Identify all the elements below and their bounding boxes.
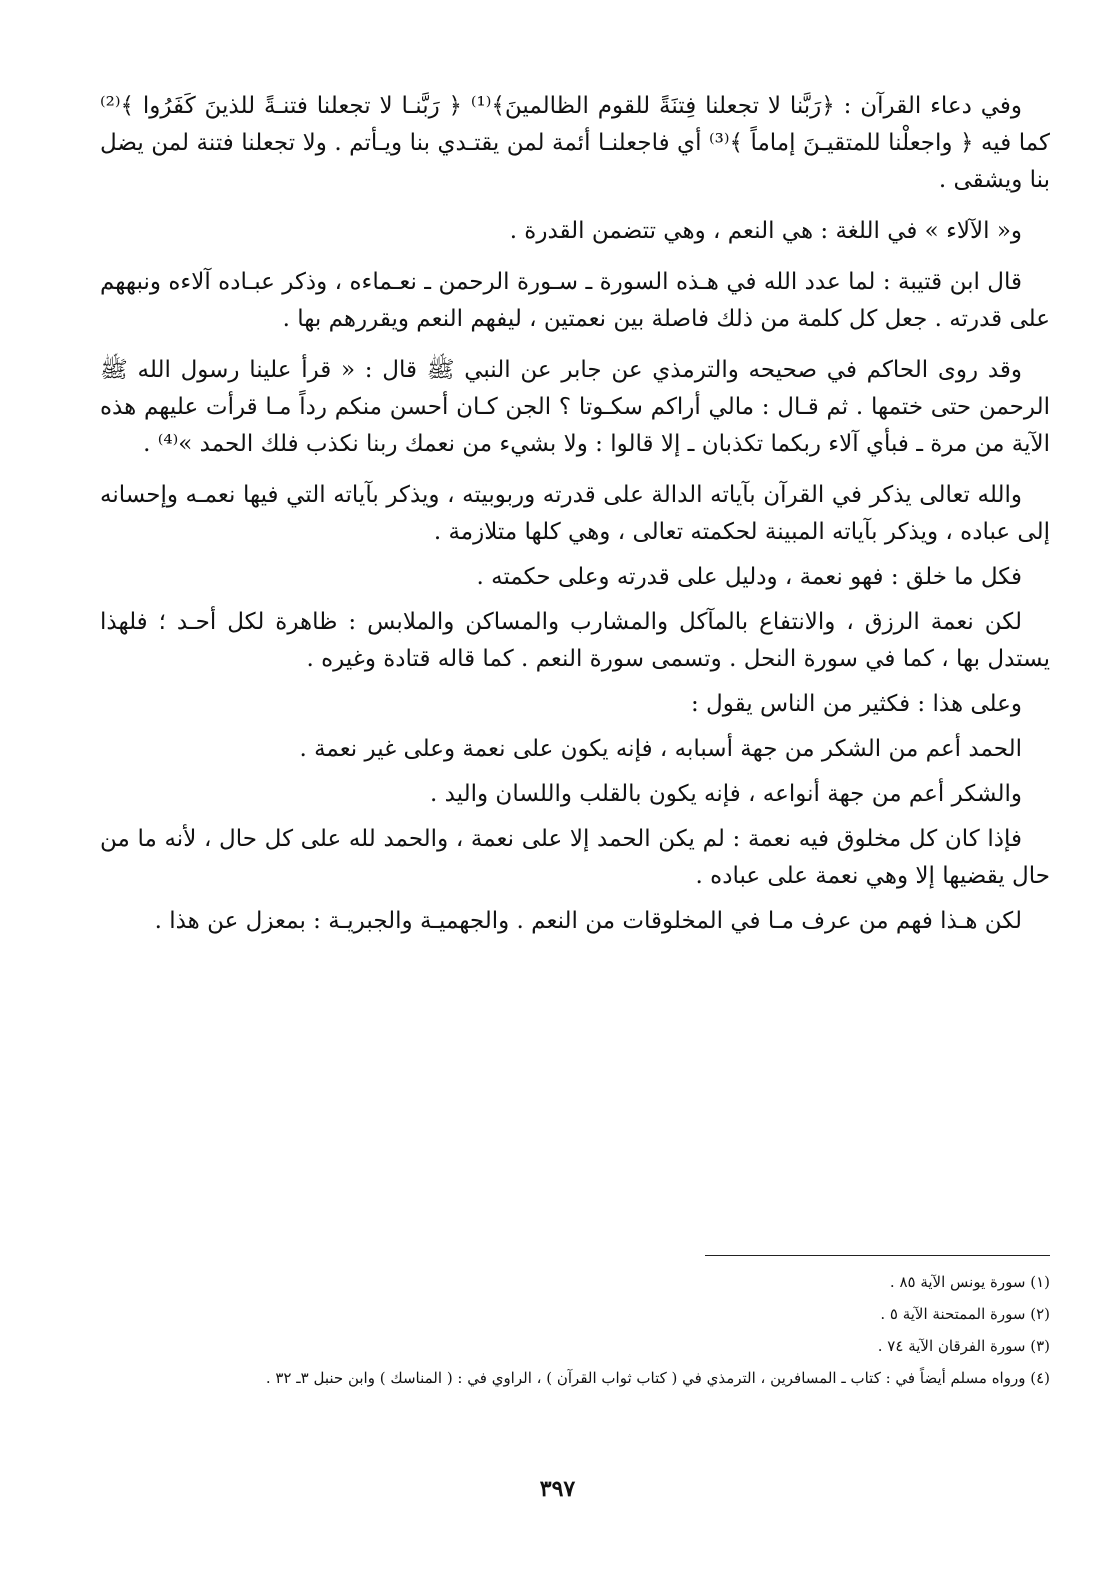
footnote-4: (٤) ورواه مسلم أيضاً في : كتاب ـ المسافرين ، الترمذي في ( كتاب ثواب القرآن ) ، الراوي في : ( المناسك ) وابن حنبل ٣ـ ٣٢ .: [265, 1369, 1050, 1387]
paragraph-jahmiyya: لكن هـذا فهم من عرف مـا في المخلوقات من النعم . والجهميـة والجبريـة : بمعزل عن هذا .: [154, 908, 1022, 934]
paragraph-signs: والله تعالى يذكر في القرآن بآياته الدالة على قدرته وربوبيته ، ويذكر بآياته التي فيها نعمـه وإحسانه إلى عباده ، ويذكر بآياته المبينة لحكمته تعالى ، وهي كلها متلازمة .: [100, 482, 1050, 545]
paragraph-ibn-qutaybah: قال ابن قتيبة : لما عدد الله في هـذه السورة ـ سـورة الرحمن ـ نعـماءه ، وذكر عبـاده آلاءه ونبههم على قدرته . جعل كل كلمة من ذلك فاصلة بين نعمتين ، ليفهم النعم ويقررهم بها .: [100, 269, 1050, 332]
footnote-1: (١) سورة يونس الآية ٨٥ .: [889, 1273, 1050, 1291]
footnotes: [100, 1255, 1050, 1398]
paragraph-alaa-definition: و« الآلاء » في اللغة : هي النعم ، وهي تتضمن القدرة .: [509, 218, 1022, 244]
paragraph-every-creature: فإذا كان كل مخلوق فيه نعمة : لم يكن الحمد إلا على نعمة ، والحمد لله على كل حال ، لأنه ما من حال يقضيها إلا وهي نعمة على عباده .: [100, 826, 1050, 889]
page-number: ٣٩٧: [539, 1476, 576, 1502]
footnote-divider: [705, 1255, 1050, 1256]
footnote-2: (٢) سورة الممتحنة الآية ٥ .: [880, 1305, 1050, 1323]
paragraph-praise-general: الحمد أعم من الشكر من جهة أسبابه ، فإنه يكون على نعمة وعلى غير نعمة .: [299, 736, 1022, 762]
footnote-3: (٣) سورة الفرقان الآية ٧٤ .: [877, 1337, 1050, 1355]
paragraph-quran-prayer: وفي دعاء القرآن : ﴿رَبَّنا لا تجعلنا فِتنَةً للقوم الظالمينَ﴾⁽¹⁾ ﴿ رَبَّنـا لا تجعلنا فتنـةً للذينَ كَفَرُوا ﴾⁽²⁾ كما فيه ﴿ واجعلْنا للمتقيـنَ إماماً ﴾⁽³⁾ أي فاجعلنـا أئمة لمن يقتـدي بنا ويـأتم . ولا تجعلنا فتنة لمن يضل بنا ويشقى .: [100, 93, 1050, 193]
paragraph-hadith-jabir: وقد روى الحاكم في صحيحه والترمذي عن جابر عن النبي ﷺ قال : « قرأ علينا رسول الله ﷺ الرحمن حتى ختمها . ثم قـال : مالي أراكم سكـوتا ؟ الجن كـان أحسن منكم رداً مـا قرأت عليهم هذه الآية من مرة ـ فبأي آلاء ربكما تكذبان ـ إلا قالوا : ولا بشيء من نعمك ربنا نكذب فلك الحمد »⁽⁴⁾ .: [100, 357, 1050, 457]
paragraph-provision: لكن نعمة الرزق ، والانتفاع بالمآكل والمشارب والمساكن والملابس : ظاهرة لكل أحـد ؛ فلهذا يستدل بها ، كما في سورة النحل . وتسمى سورة النعم . كما قاله قتادة وغيره .: [100, 609, 1050, 672]
paragraph-people-say: وعلى هذا : فكثير من الناس يقول :: [690, 691, 1022, 717]
page-body: [100, 88, 1050, 948]
paragraph-every-creation: فكل ما خلق : فهو نعمة ، ودليل على قدرته وعلى حكمته .: [476, 564, 1022, 590]
paragraph-thanks-general: والشكر أعم من جهة أنواعه ، فإنه يكون بالقلب واللسان واليد .: [429, 781, 1022, 807]
